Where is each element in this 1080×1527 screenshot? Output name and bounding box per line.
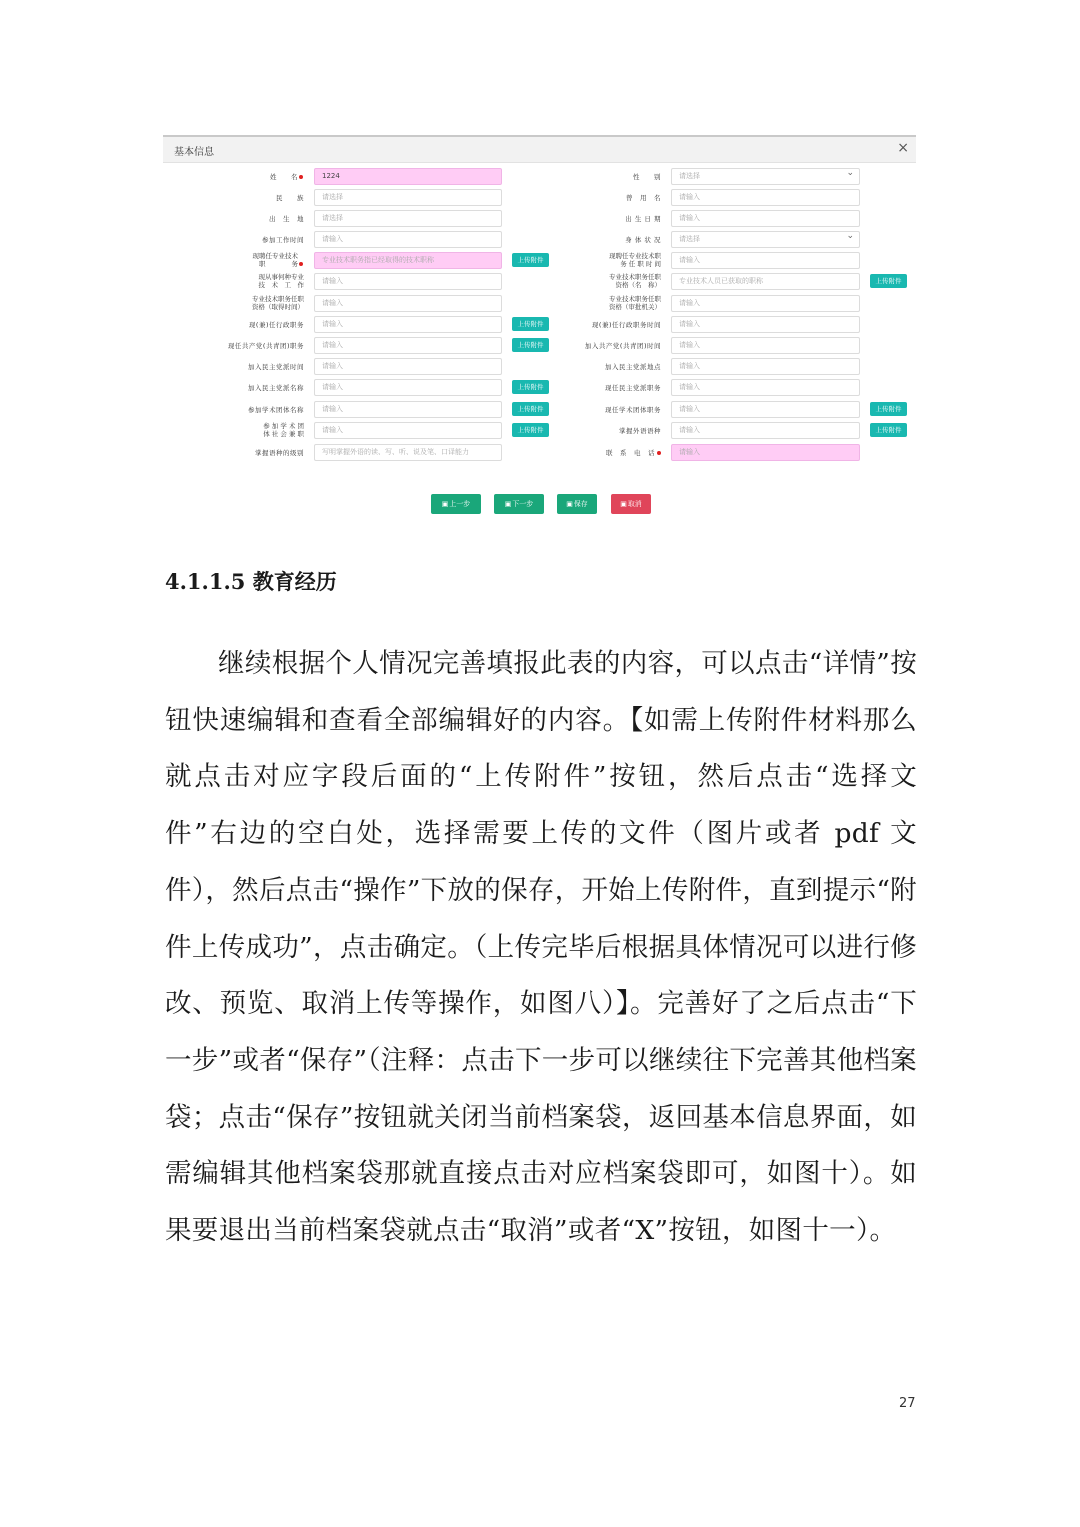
right-field-label: 现(兼)任行政职务时间 <box>591 321 661 329</box>
right-field-label: 出 生 日 期 <box>625 215 661 223</box>
close-icon[interactable]: × <box>897 140 909 156</box>
basic-info-panel <box>163 135 916 522</box>
upload-attachment-button[interactable]: 上传附件 <box>870 402 907 416</box>
right-field-label: 专业技术职务任职 资格（名 称） <box>609 273 661 289</box>
upload-attachment-button[interactable]: 上传附件 <box>512 253 549 267</box>
right-field-label: 现任民主党派职务 <box>605 384 661 392</box>
required-marker-icon <box>299 262 303 266</box>
left-field-input[interactable]: 请选择 <box>314 210 502 227</box>
left-field-input[interactable]: 请输入 <box>314 295 502 312</box>
upload-attachment-button[interactable]: 上传附件 <box>512 423 549 437</box>
floppy-icon: ▣ <box>504 500 512 508</box>
right-field-input[interactable]: 请输入 <box>671 252 860 269</box>
left-field-label: 参加学术团体名称 <box>248 406 304 414</box>
left-field-input[interactable]: 请输入 <box>314 337 502 354</box>
right-field-input[interactable]: 专业技术人员已获取的职称 <box>671 273 860 290</box>
left-field-label: 出 生 地 <box>269 215 304 223</box>
required-marker-icon <box>299 175 303 179</box>
left-field-input[interactable]: 请选择 <box>314 189 502 206</box>
right-field-input[interactable]: 请输入 <box>671 444 860 461</box>
left-field-input[interactable]: 写明掌握外语的读、写、听、说及笔、口译能力 <box>314 444 502 461</box>
right-field-input[interactable]: 请输入 <box>671 401 860 418</box>
right-field-label: 现任学术团体职务 <box>605 406 661 414</box>
upload-attachment-button[interactable]: 上传附件 <box>870 274 907 288</box>
left-field-label: 专业技术职务任职 资格（取得时间） <box>252 295 304 311</box>
floppy-icon: ▣ <box>441 500 449 508</box>
right-field-label: 身 体 状 况 <box>625 236 661 244</box>
left-field-input[interactable]: 1224 <box>314 168 502 185</box>
cancel-button[interactable]: ▣取消 <box>611 494 651 514</box>
left-field-label: 加入民主党派时间 <box>248 363 304 371</box>
left-field-label: 掌握语种的级别 <box>255 449 304 457</box>
panel-title: 基本信息 <box>174 147 214 158</box>
left-field-label: 姓 名 <box>270 173 298 181</box>
right-field-input[interactable]: 请输入 <box>671 316 860 333</box>
right-field-input[interactable]: 请选择 ⌄ <box>671 231 860 248</box>
upload-attachment-button[interactable]: 上传附件 <box>512 317 549 331</box>
right-field-label: 掌握外语语种 <box>619 427 661 435</box>
left-field-input[interactable]: 请输入 <box>314 422 502 439</box>
left-field-label: 参加工作时间 <box>262 236 304 244</box>
prev-step-button[interactable]: ▣上一步 <box>431 494 481 514</box>
floppy-icon: ▣ <box>566 500 573 508</box>
left-field-input[interactable]: 专业技术职务指已经取得的技术职称 <box>314 252 502 269</box>
panel-header <box>163 137 916 163</box>
left-field-input[interactable]: 请输入 <box>314 231 502 248</box>
left-field-input[interactable]: 请输入 <box>314 379 502 396</box>
right-field-label: 现聘任专业技术职 务 任 职 时 间 <box>609 252 661 268</box>
left-field-label: 加入民主党派名称 <box>248 384 304 392</box>
right-field-input[interactable]: 请输入 <box>671 379 860 396</box>
left-field-input[interactable]: 请输入 <box>314 401 502 418</box>
right-field-input[interactable]: 请选择 ⌄ <box>671 168 860 185</box>
right-field-input[interactable]: 请输入 <box>671 295 860 312</box>
upload-attachment-button[interactable]: 上传附件 <box>512 338 549 352</box>
floppy-icon: ▣ <box>620 500 627 508</box>
left-field-input[interactable]: 请输入 <box>314 316 502 333</box>
right-field-label: 性 别 <box>633 173 661 181</box>
left-field-label: 参 加 学 术 团 体 社 会 兼 职 <box>263 422 304 438</box>
right-field-label: 专业技术职务任职 资格（审批机关） <box>609 295 661 311</box>
upload-attachment-button[interactable]: 上传附件 <box>870 423 907 437</box>
left-field-label: 现从事何种专业 技 术 工 作 <box>258 273 304 289</box>
left-field-input[interactable]: 请输入 <box>314 273 502 290</box>
right-field-label: 加入共产党(共青团)时间 <box>584 342 661 350</box>
right-field-label: 联 系 电 话 <box>606 449 655 457</box>
right-field-input[interactable]: 请输入 <box>671 337 860 354</box>
left-field-label: 现任共产党(共青团)职务 <box>227 342 304 350</box>
body-paragraph: 继续根据个人情况完善填报此表的内容，可以点击“详情”按钮快速编辑和查看全部编辑好的内容。【如需上传附件材料那么就点击对应字段后面的“上传附件”按钮，然后点击“选择文件”右边的空白处，选择需要上传的文件（图片或者 pdf 文件），然后点击“操作”下放的保存，开始上传附件，直到提示“附件上传成功”，点击确定。（上传完毕后根据具体情况可以进行修改、预览、取消上传等操作，如图八）】。完善好了之后点击“下一步”或者“保存”（注释：点击下一步可以继续往下完善其他档案袋；点击“保存”按钮就关闭当前档案袋，返回基本信息界面，如需编辑其他档案袋那就直接点击对应档案袋即可，如图十）。如果要退出当前档案袋就点击“取消”或者“X”按钮，如图十一）。 <box>165 648 917 1247</box>
left-field-label: 现(兼)任行政职务 <box>248 321 304 329</box>
required-marker-icon <box>657 451 661 455</box>
right-field-label: 曾 用 名 <box>626 194 661 202</box>
page-number: 27 <box>899 1396 916 1411</box>
left-field-input[interactable]: 请输入 <box>314 358 502 375</box>
right-field-input[interactable]: 请输入 <box>671 422 860 439</box>
left-field-label: 现聘任专业技术 职 务 <box>252 252 298 268</box>
upload-attachment-button[interactable]: 上传附件 <box>512 380 549 394</box>
section-heading: 4.1.1.5 教育经历 <box>165 569 337 594</box>
right-field-label: 加入民主党派地点 <box>605 363 661 371</box>
right-field-input[interactable]: 请输入 <box>671 358 860 375</box>
right-field-input[interactable]: 请输入 <box>671 210 860 227</box>
next-step-button[interactable]: ▣下一步 <box>494 494 544 514</box>
left-field-label: 民 族 <box>276 194 304 202</box>
save-button[interactable]: ▣保存 <box>557 494 597 514</box>
right-field-input[interactable]: 请输入 <box>671 189 860 206</box>
upload-attachment-button[interactable]: 上传附件 <box>512 402 549 416</box>
